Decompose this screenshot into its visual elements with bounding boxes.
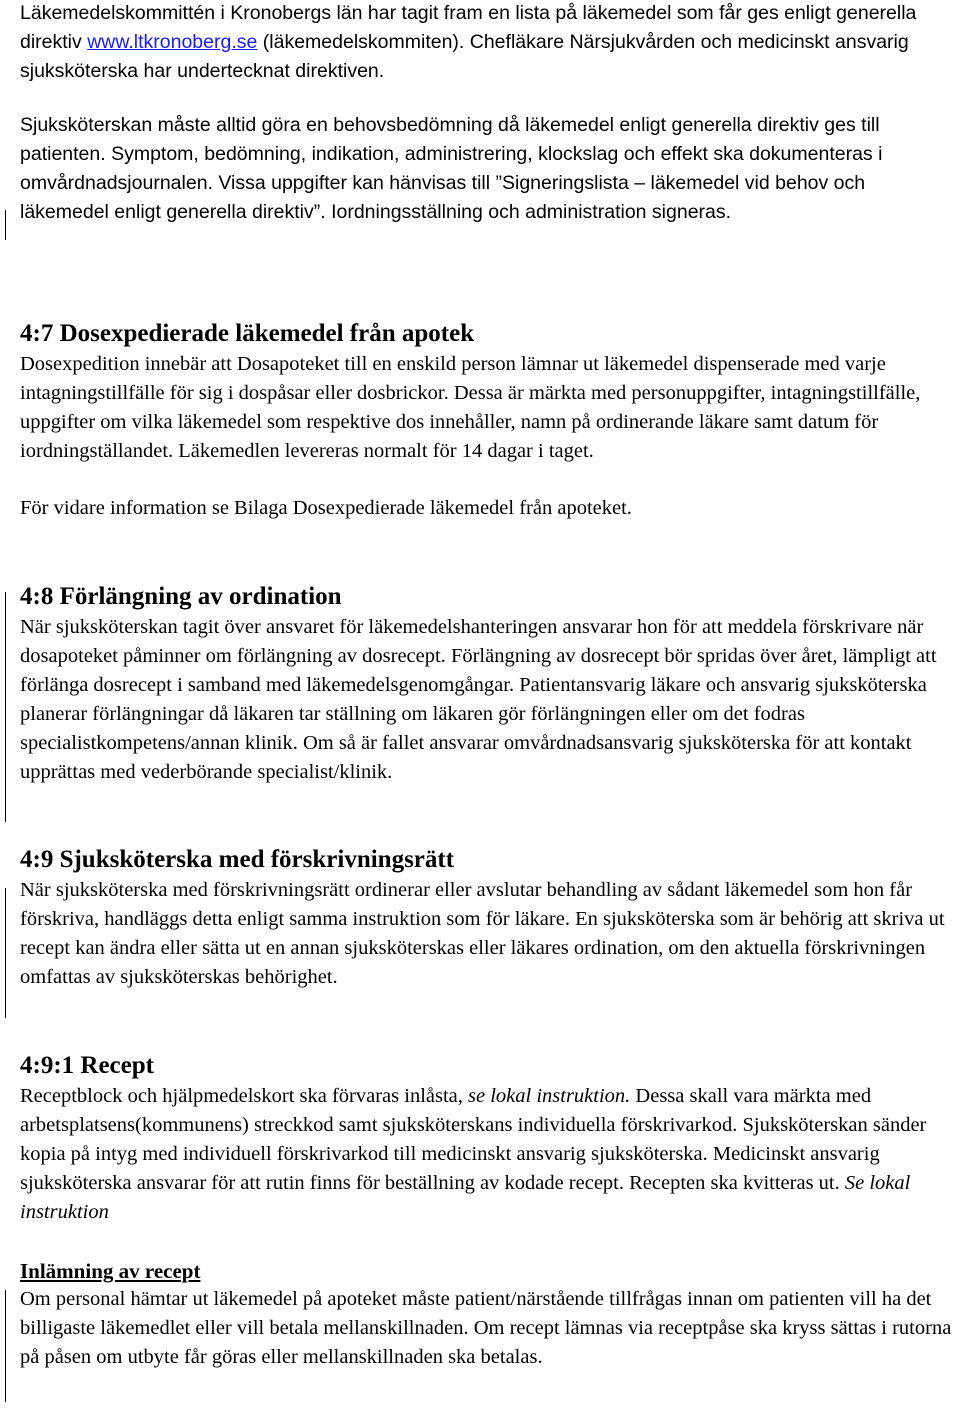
change-bar (5, 210, 6, 240)
section-heading: 4:9 Sjuksköterska med förskrivningsrätt (20, 846, 455, 873)
ltkronoberg-link[interactable]: www.ltkronoberg.se (87, 31, 258, 53)
change-bar (5, 1290, 6, 1402)
section-inlamning (20, 1257, 955, 1372)
section-body (20, 1082, 955, 1227)
intro-p2-b: Symptom, bedömning, indikation, administrering, klockslag och effekt ska dokumenteras i omvårdnadsjournalen. Vissa uppgifter kan hänvisas till ”Signeringslista – läkemedel vid behov och läkemedel enligt generella direktiv”. Iordningsställning och administration signeras. (20, 143, 883, 223)
section-heading: 4:7 Dosexpedierade läkemedel från apotek (20, 320, 475, 347)
recept-emphasis-1: se lokal instruktion. (468, 1085, 631, 1107)
recept-emphasis-2: Se lokal instruktion (20, 1172, 911, 1223)
section-4-9-1 (20, 1050, 955, 1227)
section-heading: 4:8 Förlängning av ordination (20, 583, 342, 610)
change-bar (5, 888, 6, 1018)
section-heading: 4:9:1 Recept (20, 1052, 154, 1079)
section-note: För vidare information se Bilaga Dosexpedierade läkemedel från apoteket. (20, 497, 632, 519)
section-body: Om personal hämtar ut läkemedel på apoteket måste patient/närstående tillfrågas innan om patienten vill ha det billigaste läkemedlet eller vill betala mellanskillnaden. Om recept lämnas via receptpåse ska kryss sättas i rutorna på påsen om utbyte får göras eller mellanskillnaden ska betalas. (20, 1288, 952, 1368)
section-body: Dosexpedition innebär att Dosapoteket till en enskild person lämnar ut läkemedel dispenserade med varje intagningstillfälle för sig i dospåsar eller dosbrickor. Dessa är märkta med personuppgifter, intagningstillfälle, uppgifter om vilka läkemedel som respektive dos innehåller, namn på ordinerande läkare samt datum för iordningställandet. Läkemedlen levereras normalt för 14 dagar i taget. (20, 353, 921, 462)
section-4-9 (20, 844, 955, 992)
section-body: När sjuksköterska med förskrivningsrätt ordinerar eller avslutar behandling av sådant läkemedel som hon får förskriva, handläggs detta enligt samma instruktion som för läkare. En sjuksköterska som är behörig att skriva ut recept kan ändra eller sätta ut en annan sjuksköterskas eller läkares ordination, om den aktuella förskrivningen omfattas av sjuksköterskas behörighet. (20, 879, 945, 988)
recept-text-b: Dessa skall vara märkta med arbetsplatsens(kommunens) streckkod samt sjuksköterskans individuella förskrivarkod. Sjuksköterskan sänder kopia på intyg med individuell förskrivarkod till medicinskt ansvarig sjuksköterska. Medicinskt ansvarig sjuksköterska ansvarar för att rutin finns för beställning av kodade recept. Recepten ska kvitteras ut. (20, 1085, 927, 1194)
change-bar (5, 592, 6, 822)
intro-text-b: (läkemedelskommiten). Chefläkare Närsjukvården och medicinskt ansvarig sjuksköterska har undertecknat direktiven. (20, 31, 909, 82)
subsection-heading: Inlämning av recept (20, 1259, 201, 1283)
intro-paragraph-2 (20, 111, 955, 227)
section-4-7 (20, 318, 955, 523)
section-body: När sjuksköterskan tagit över ansvaret för läkemedelshanteringen ansvarar hon för att meddela förskrivare när dosapoteket påminner om förlängning av dosrecept. Förlängning av dosrecept bör spridas över året, lämpligt att förlänga dosrecept i samband med läkemedelsgenomgångar. Patientansvarig läkare och ansvarig sjuksköterska planerar förlängningar då läkaren tar ställning om läkaren gör förlängningen eller om det fodras specialistkompetens/annan klinik. Om så är fallet ansvarar omvårdnadsansvarig sjuksköterska för att kontakt upprättas med vederbörande specialist/klinik. (20, 616, 937, 783)
intro-paragraph-1 (20, 0, 955, 86)
intro-p2-a: Sjuksköterskan måste alltid göra en behovsbedömning då läkemedel enligt generella direktiv ges till patienten. (20, 114, 880, 165)
intro-text-a: Läkemedelskommittén i Kronobergs län har tagit fram en lista på läkemedel som får ges enligt generella direktiv (20, 2, 917, 53)
recept-text-a: Receptblock och hjälpmedelskort ska förvaras inlåsta, (20, 1085, 469, 1107)
section-4-8 (20, 581, 955, 787)
